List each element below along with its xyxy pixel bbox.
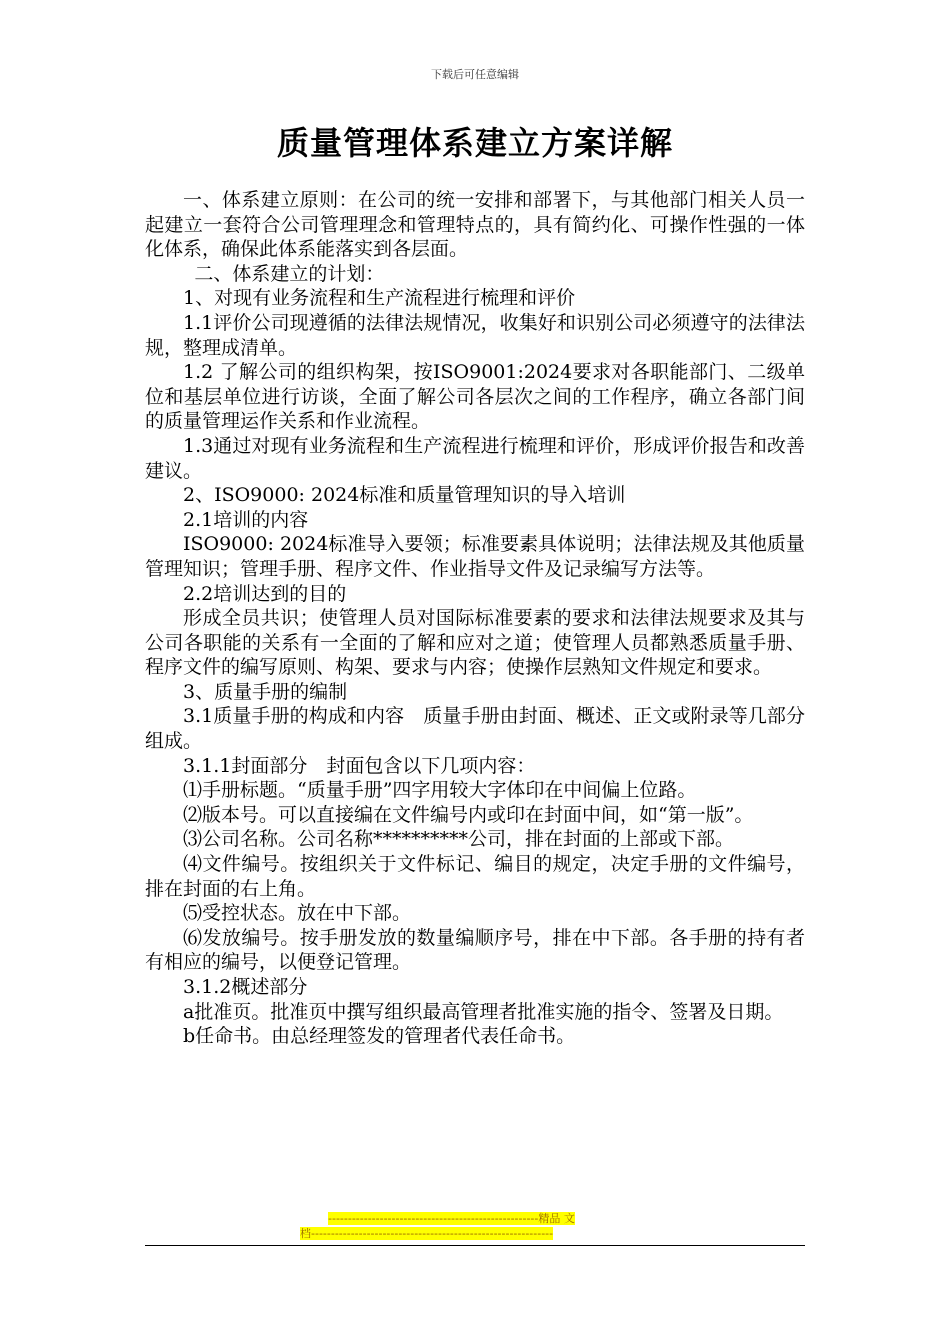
paragraph: 形成全员共识；使管理人员对国际标准要素的要求和法律法规要求及其与公司各职能的关系有一全面的了解和应对之道；使管理人员都熟悉质量手册、程序文件的编写原则、构架、要求与内容；使操作层熟知文件规定和要求。: [145, 607, 805, 679]
paragraph: 3.1.2概述部分: [183, 976, 308, 998]
paragraph: 2、ISO9000: 2024标准和质量管理知识的导入培训: [183, 484, 626, 507]
paragraph: ⑹发放编号。按手册发放的数量编顺序号，排在中下部。各手册的持有者有相应的编号，以便登记管理。: [145, 926, 805, 974]
paragraph: 2.2培训达到的目的: [183, 582, 347, 605]
paragraph: 3、质量手册的编制: [183, 680, 348, 703]
paragraph: 3.1.1封面部分 封面包含以下几项内容：: [183, 754, 536, 777]
footer-divider: [145, 1245, 805, 1246]
paragraph: 一、体系建立原则：在公司的统一安排和部署下，与其他部门相关人员一起建立一套符合公司管理理念和管理特点的，具有简约化、可操作性强的一体化体系，确保此体系能落实到各层面。: [145, 189, 805, 261]
paragraph: ⑶公司名称。公司名称**********公司，排在封面的上部或下部。: [183, 828, 735, 851]
paragraph: 3.1质量手册的构成和内容 质量手册由封面、概述、正文或附录等几部分组成。: [145, 705, 805, 753]
footer-watermark: [300, 1211, 650, 1241]
paragraph: 二、体系建立的计划：: [194, 262, 385, 285]
paragraph: ISO9000: 2024标准导入要领；标准要素具体说明；法律法规及其他质量管理知识；管理手册、程序文件、作业指导文件及记录编写方法等。: [145, 533, 805, 580]
paragraph: a批准页。批准页中撰写组织最高管理者批准实施的指令、签署及日期。: [183, 1000, 784, 1023]
paragraph: 1.3通过对现有业务流程和生产流程进行梳理和评价，形成评价报告和改善建议。: [145, 434, 805, 482]
footer-line-1: -----------------------------------------------------精品 文: [328, 1212, 575, 1225]
paragraph: 1、对现有业务流程和生产流程进行梳理和评价: [183, 287, 576, 310]
header-note: 下载后可任意编辑: [431, 68, 519, 81]
paragraph: 1.2 了解公司的组织构架，按ISO9001:2024要求对各职能部门、二级单位和基层单位进行访谈，全面了解公司各层次之间的工作程序，确立各部门间的质量管理运作关系和作业流程。: [145, 361, 805, 433]
paragraph: ⑴手册标题。“质量手册”四字用较大字体印在中间偏上位路。: [183, 779, 697, 802]
paragraph: b任命书。由总经理签发的管理者代表任命书。: [183, 1025, 576, 1048]
paragraph: ⑸受控状态。放在中下部。: [183, 902, 412, 925]
paragraph: ⑵版本号。可以直接编在文件编号内或印在封面中间，如“第一版”。: [183, 803, 754, 826]
paragraph: 2.1培训的内容: [183, 508, 309, 531]
page-title: 质量管理体系建立方案详解: [276, 124, 673, 162]
footer-line-2: 档-------------------------------------------------------------: [300, 1227, 554, 1240]
document-body: [145, 188, 805, 1049]
paragraph: ⑷文件编号。按组织关于文件标记、编目的规定，决定手册的文件编号，排在封面的右上角。: [145, 853, 805, 900]
paragraph: 1.1评价公司现遵循的法律法规情况，收集好和识别公司必须遵守的法律法规，整理成清单。: [145, 311, 805, 359]
